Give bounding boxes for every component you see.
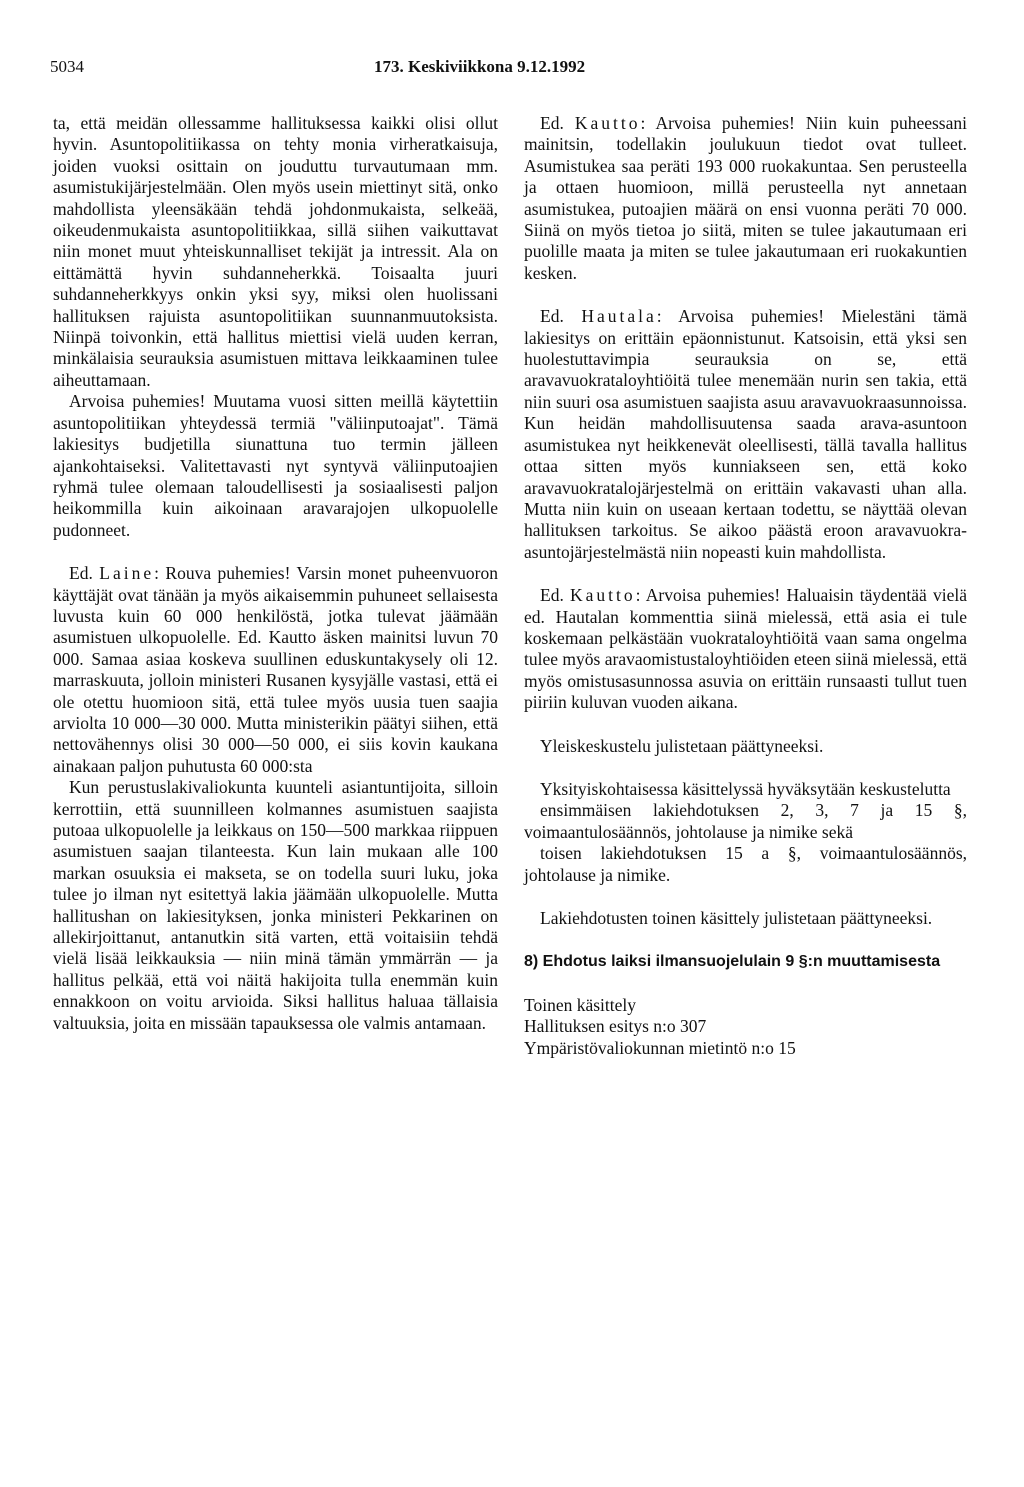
paragraph: ta, että meidän ollessamme hallituksessa kaikki olisi ollut hyvin. Asuntopolitiikassa on tehty monia virheratkaisuja, joiden vuoksi osittain on jouduttu turvautumaan mm. asumistukijärjestelmään. Olen myös usein miettinyt sitä, onko mahdollista yleensäkään tehdä johdonmukaista, selkeää, oikeudenmukaista asuntopolitiikkaa, sillä siihen vaikuttavat niin monet muut yhteiskunnalliset tekijät ja intressit. Ala on eittämättä hyvin suhdanneherkkä. Toisaalta juuri suhdanneherkkyys onkin yksi syy, miksi olen huolissani hallituksen rajuista asuntopolitiikan suunnanmuutoksista. Niinpä toivonkin, että hallitus miettisi vielä uuden kerran, minkälaisia seurauksia asumistuen mittava leikkaaminen tulee aiheuttamaan. xyxy=(53,113,498,390)
speech-text: : Arvoisa puhemies! Haluaisin täydentää vielä ed. Hautalan kommenttia siinä mielessä, että asia ei tule koskemaan pelkästään vuokrataloyhtiöitä vaan sama ongelma tulee myös aravaomistustaloyhtiöiden eteen siinä mielessä, että myös omistusasunnossa asuvia on erittäin runsaasti tullut tuen piiriin kuluvan vuoden aikana. xyxy=(524,585,967,713)
paragraph: ensimmäisen lakiehdotuksen 2, 3, 7 ja 15 §, voimaantulosäännös, johtolause ja nimike sekä xyxy=(524,800,967,842)
speech-kautto-2 xyxy=(524,585,967,713)
session-date: 173. Keskiviikkona 9.12.1992 xyxy=(374,57,586,76)
paragraph: Yksityiskohtaisessa käsittelyssä hyväksytään keskustelutta xyxy=(540,778,951,799)
speaker-name: Hautala xyxy=(581,306,657,327)
section-heading: 8) Ehdotus laiksi ilmansuojelulain 9 §:n muuttamisesta xyxy=(524,953,941,971)
left-column xyxy=(53,113,498,1034)
line: Toinen käsittely xyxy=(524,994,637,1015)
page-header xyxy=(50,57,980,81)
right-column xyxy=(524,113,967,1059)
speech-text: : Arvoisa puhemies! Niin kuin puheessani mainitsin, todellakin joulukuun tiedot ovat tulleet. Asumistukea saa peräti 193 000 ruokakuntaa. Sen perusteella ja ottaen huomioon, millä perusteella nyt annetaan asumistukea, putoajien määrä on ensi vuonna peräti 70 000. Siinä on myös tietoa jo siitä, miten se tulee jakautumaan eri puolille maata ja miten se tulee jakautumaan eri ruokakuntien kesken. xyxy=(524,113,967,283)
speech-kautto-1 xyxy=(524,113,967,284)
paragraph: Kun perustuslakivaliokunta kuunteli asiantuntijoita, silloin kerrottiin, että suunnilleen kolmannes asumistuen saajista putoaa ulkopuolelle ja leikkaus on 150—500 markkaa riippuen asumistuen saajan tilanteesta. Kun lain mukaan alle 100 markan osuuksia ei makseta, se on todella suuri luku, joka tulee jo ilman nyt esitettyä lakia jäämään ulkopuolelle. Mutta hallitushan on lakiesityksen, jonka ministeri Pekkarinen on allekirjoittanut, antanutkin sitä varten, että voitaisiin tehdä vielä lisää leikkauksia — niin minä tämän ymmärrän — ja hallitus pelkää, että voi näitä hakijoita tulla enemmän kuin ennakkoon on voitu arvioida. Siksi hallitus haluaa tällaisia valtuuksia, joita en missään tapauksessa ole valmis antamaan. xyxy=(53,777,498,1033)
speaker-name: Kautto xyxy=(570,585,636,606)
speech-hautala xyxy=(524,306,967,563)
speech-text: : Arvoisa puhemies! Mielestäni tämä lakiesitys on erittäin epäonnistunut. Katsoisin, että yksi sen huolestuttavimpia seurauksia on se, että aravavuokrataloyhtiöitä tulee menemään nurin sen takia, että niin suuri osa asumistuen saajista asuu aravavuokraasunnoissa. Kun heidän mahdollisuutensa saada arava-asuntoon asumistukea nyt heikkenevät oleellisesti, tällä tavalla hallitus ottaa sitten myös kunniakseen sen, että koko aravavuokratalojärjestelmä on erittäin vakavasti uhan alla. Mutta niin kuin on useaan kertaan todettu, se näyttää olevan hallituksen tarkoitus. Se aikoo päästä eroon aravavuokra-asuntojärjestelmästä niin nopeasti kuin mahdollista. xyxy=(524,306,967,562)
speaker-name: Laine xyxy=(99,563,155,584)
speech-laine xyxy=(53,563,498,777)
paragraph: toisen lakiehdotuksen 15 a §, voimaantulosäännös, johtolause ja nimike. xyxy=(524,843,967,885)
speaker-prefix: Ed. xyxy=(540,306,582,327)
paragraph: Lakiehdotusten toinen käsittely julistetaan päättyneeksi. xyxy=(540,908,933,928)
paragraph: Yleiskeskustelu julistetaan päättyneeksi. xyxy=(540,735,824,756)
speaker-name: Kautto xyxy=(574,113,641,133)
speaker-prefix: Ed. xyxy=(540,585,571,606)
page-number: 5034 xyxy=(50,57,84,76)
line: Ympäristövaliokunnan mietintö n:o 15 xyxy=(524,1037,796,1058)
speaker-prefix: Ed. xyxy=(69,563,100,584)
line: Hallituksen esitys n:o 307 xyxy=(524,1016,707,1037)
speaker-prefix: Ed. xyxy=(540,113,575,133)
paragraph: Arvoisa puhemies! Muutama vuosi sitten meillä käytettiin asuntopolitiikan yhteydessä termiä "väliinputoajat". Tämä lakiesitys budjetilla siunattuna tuo termin jälleen ajankohtaiseksi. Valitettavasti nyt syntyvä väliinputoajien ryhmä tulee olemaan taloudellisesti ja sosiaalisesti paljon heikommilla kuin aikoinaan aravarajojen ulkopuolelle pudonneet. xyxy=(53,391,498,540)
speech-text: : Rouva puhemies! Varsin monet puheenvuoron käyttäjät ovat tänään ja myös aikaisemmin puhuneet sellaisesta luvusta kuin 60 000 henkilöstä, jotka tulevat jäämään asumistuen ulkopuolelle. Ed. Kautto äsken mainitsi luvun 70 000. Samaa asiaa koskeva suullinen eduskuntakysely oli 12. marraskuuta, jolloin ministeri Rusanen kysyjälle vastasi, että ei ole otettu huomioon sitä, että tulee myös uusia tuen saajia arviolta 10 000—30 000. Mutta ministerikin päätyi siihen, että nettovähennys olisi 30 000—50 000, ei siis kovin kaukana ainakaan paljon puhutusta 60 000:sta xyxy=(53,563,498,776)
